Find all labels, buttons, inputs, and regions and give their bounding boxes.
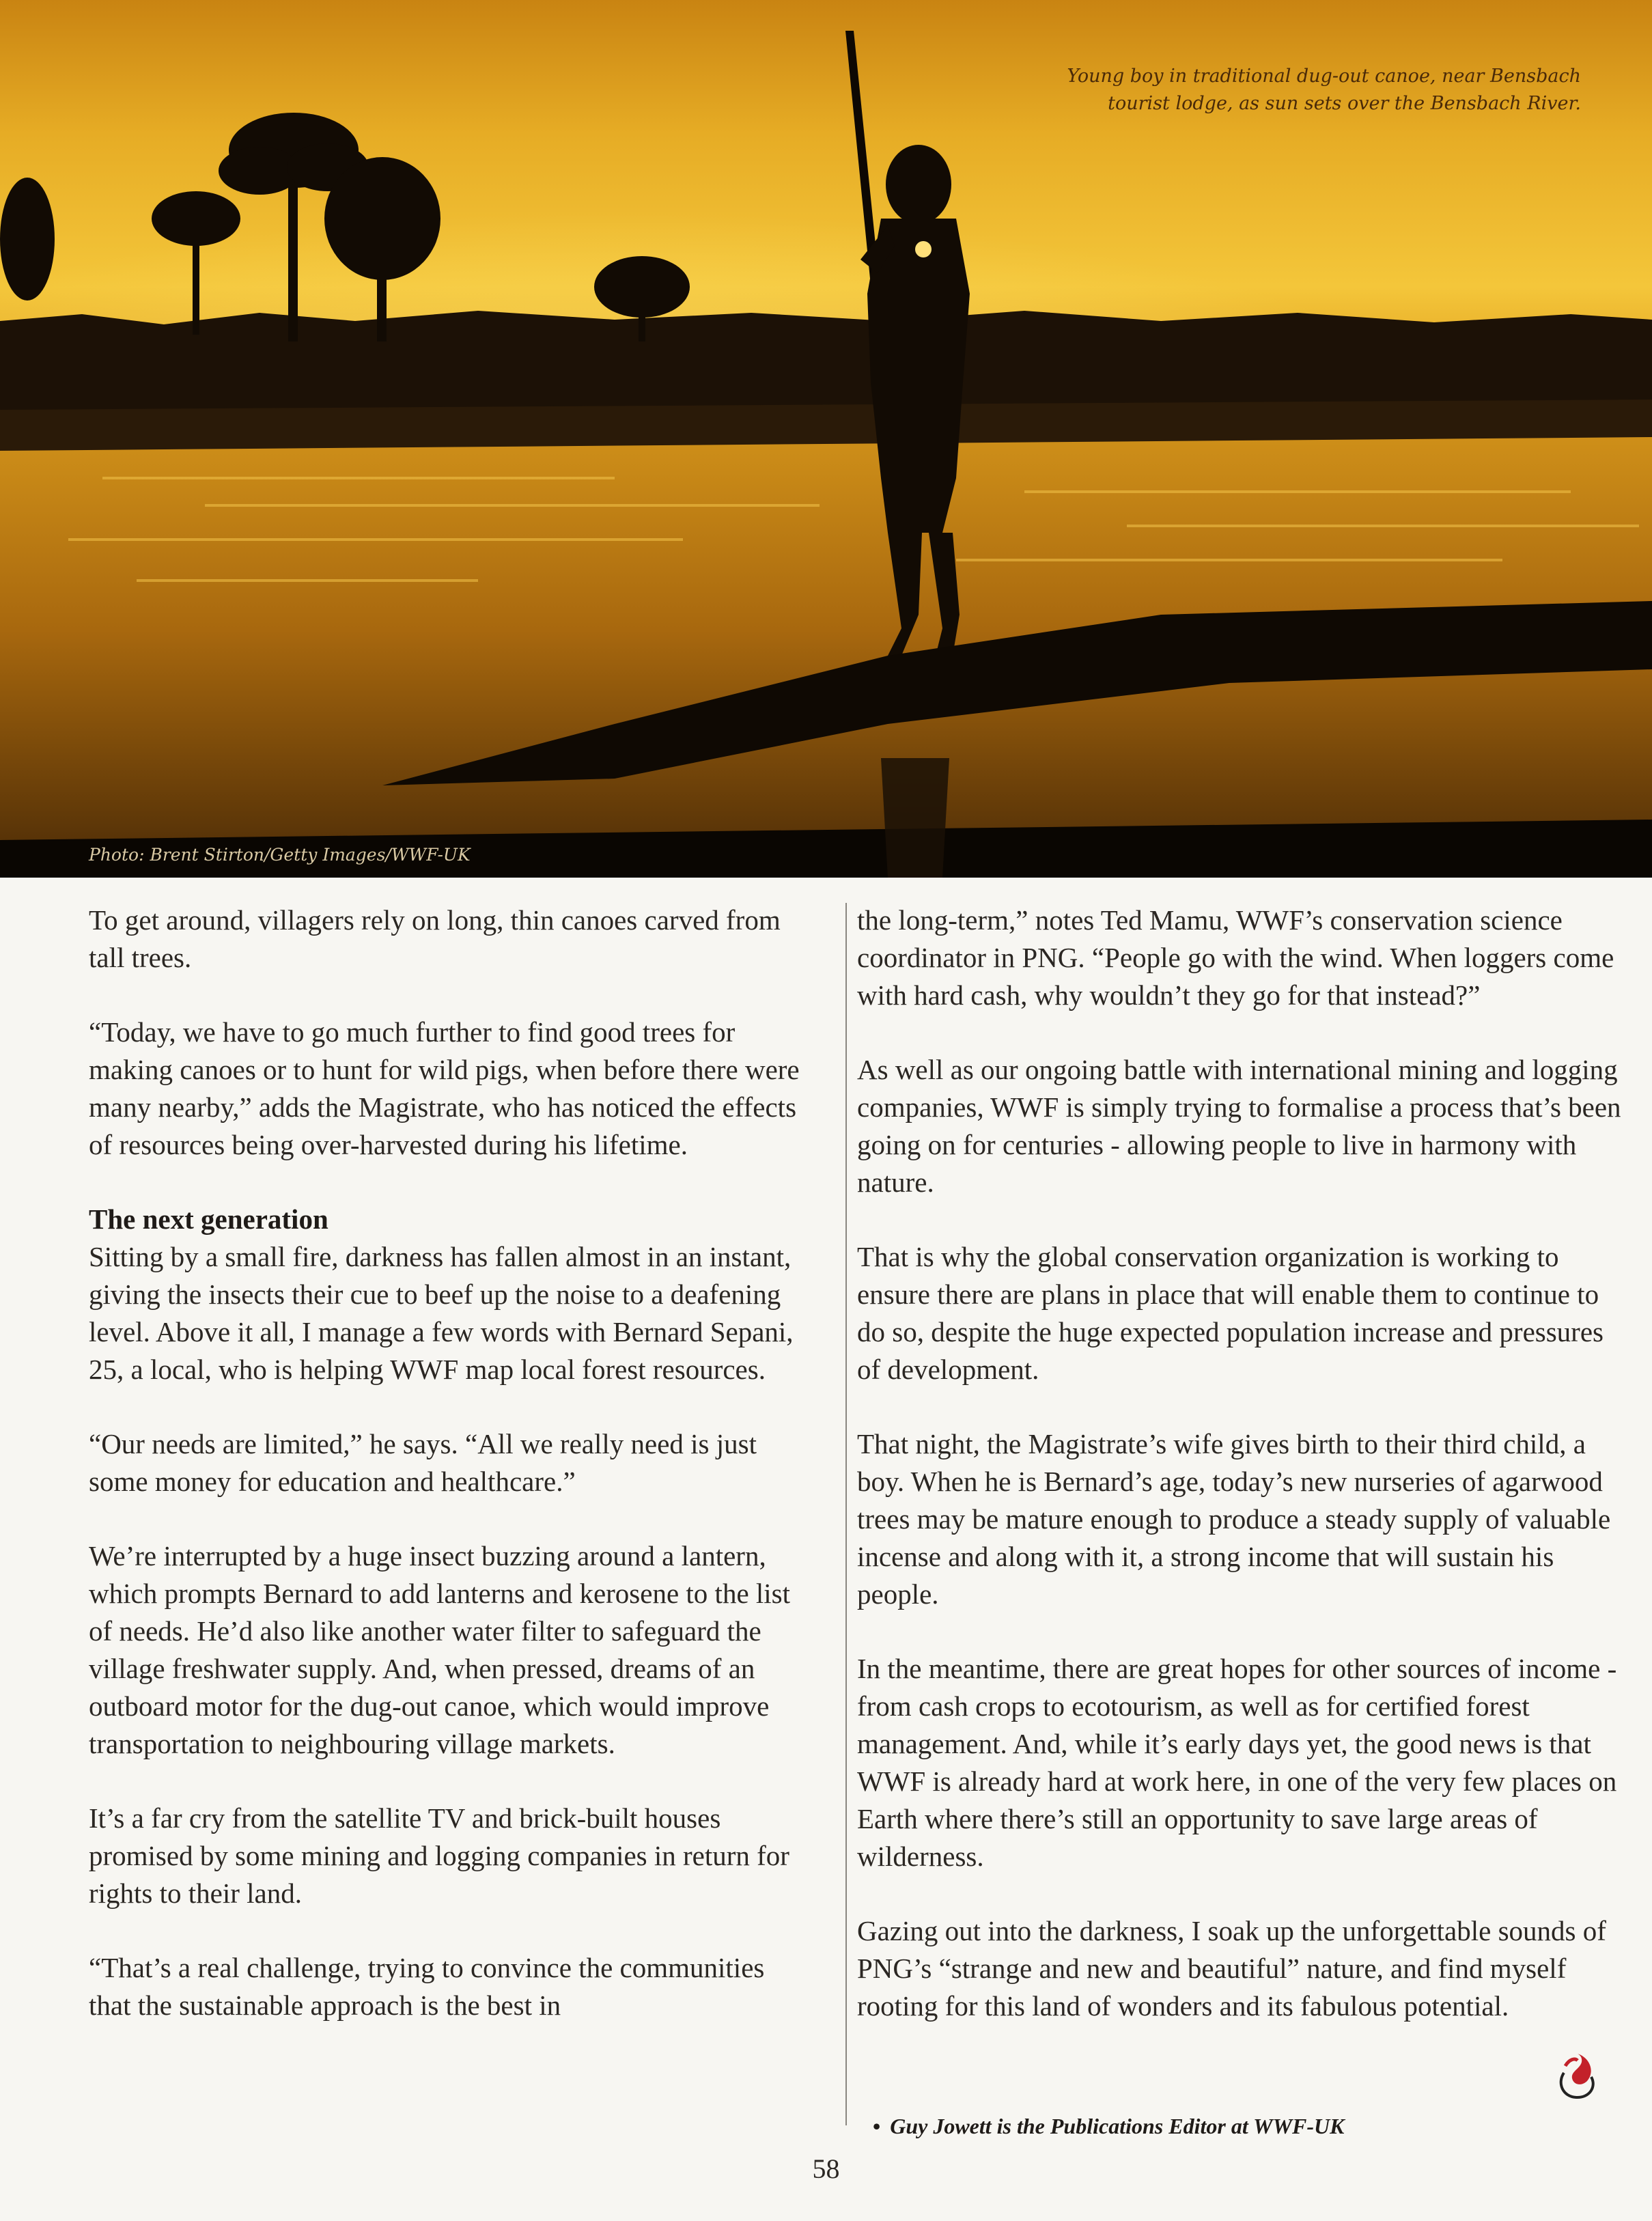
bullet: • bbox=[873, 2114, 881, 2138]
article-left-column bbox=[89, 902, 813, 2024]
hero-photo bbox=[0, 0, 1652, 878]
paragraph: To get around, villagers rely on long, thin canoes carved from tall trees. bbox=[89, 904, 781, 973]
article-right-column bbox=[857, 902, 1622, 2025]
paragraph: That is why the global conservation organization is working to ensure there are plans in place that will enable them to continue to do so, despite the huge expected population increase and pressures of development. bbox=[857, 1241, 1604, 1385]
end-mark-icon bbox=[1550, 2045, 1605, 2104]
paragraph: That night, the Magistrate’s wife gives birth to their third child, a boy. When he is Bernard’s age, today’s new nurseries of agarwood trees may be mature enough to produce a steady supply of valuable incense and along with it, a strong income that will sustain his people. bbox=[857, 1428, 1611, 1610]
column-divider bbox=[845, 903, 847, 2125]
caption-line-1: Young boy in traditional dug-out canoe, near Bensbach bbox=[1067, 66, 1581, 87]
paragraph: In the meantime, there are great hopes for other sources of income - from cash crops to ecotourism, as well as for certified forest management. And, while it’s early days yet, the good news is that WWF is already hard at work here, in one of the very few places on Earth where there’s still an opportunity to save large areas of wilderness. bbox=[857, 1653, 1617, 1872]
byline-text: Guy Jowett is the Publications Editor at WWF-UK bbox=[890, 2114, 1345, 2138]
paragraph: Sitting by a small fire, darkness has fallen almost in an instant, giving the insects their cue to beef up the noise to a deafening level. Above it all, I manage a few words with Bernard Sepani, 25, a local, who is helping WWF map local forest resources. bbox=[89, 1241, 794, 1385]
paragraph: “Our needs are limited,” he says. “All we really need is just some money for education and healthcare.” bbox=[89, 1428, 757, 1497]
paragraph: As well as our ongoing battle with international mining and logging companies, WWF is simply trying to formalise a process that’s been going on for centuries - allowing people to live in harmony with nature. bbox=[857, 1054, 1621, 1198]
caption-line-2: tourist lodge, as sun sets over the Bensbach River. bbox=[1108, 93, 1581, 114]
paragraph: Gazing out into the darkness, I soak up the unforgettable sounds of PNG’s “strange and new and beautiful” nature, and find myself rooting for this land of wonders and its fabulous potential. bbox=[857, 1915, 1606, 2022]
paragraph: It’s a far cry from the satellite TV and brick-built houses promised by some mining and logging companies in return for rights to their land. bbox=[89, 1802, 789, 1909]
photo-caption bbox=[966, 63, 1581, 117]
photo-credit: Photo: Brent Stirton/Getty Images/WWF-UK bbox=[89, 845, 471, 865]
section-heading: The next generation bbox=[89, 1203, 328, 1235]
paragraph: the long-term,” notes Ted Mamu, WWF’s conservation science coordinator in PNG. “People go with the wind. When loggers come with hard cash, why wouldn’t they go for that instead?” bbox=[857, 904, 1614, 1011]
paragraph: “Today, we have to go much further to find good trees for making canoes or to hunt for wild pigs, when before there were many nearby,” adds the Magistrate, who has noticed the effects of resources being over-harvested during his lifetime. bbox=[89, 1016, 800, 1160]
author-byline bbox=[873, 2114, 1344, 2139]
page-number: 58 bbox=[812, 2153, 840, 2184]
paragraph: We’re interrupted by a huge insect buzzing around a lantern, which prompts Bernard to add lanterns and kerosene to the list of needs. He’d also like another water filter to safeguard the village freshwater supply. And, when pressed, dreams of an outboard motor for the dug-out canoe, which would improve transportation to neighbouring village markets. bbox=[89, 1540, 791, 1759]
paragraph: “That’s a real challenge, trying to convince the communities that the sustainable approach is the best in bbox=[89, 1952, 765, 2021]
sunset-canoe-image bbox=[0, 0, 1652, 878]
